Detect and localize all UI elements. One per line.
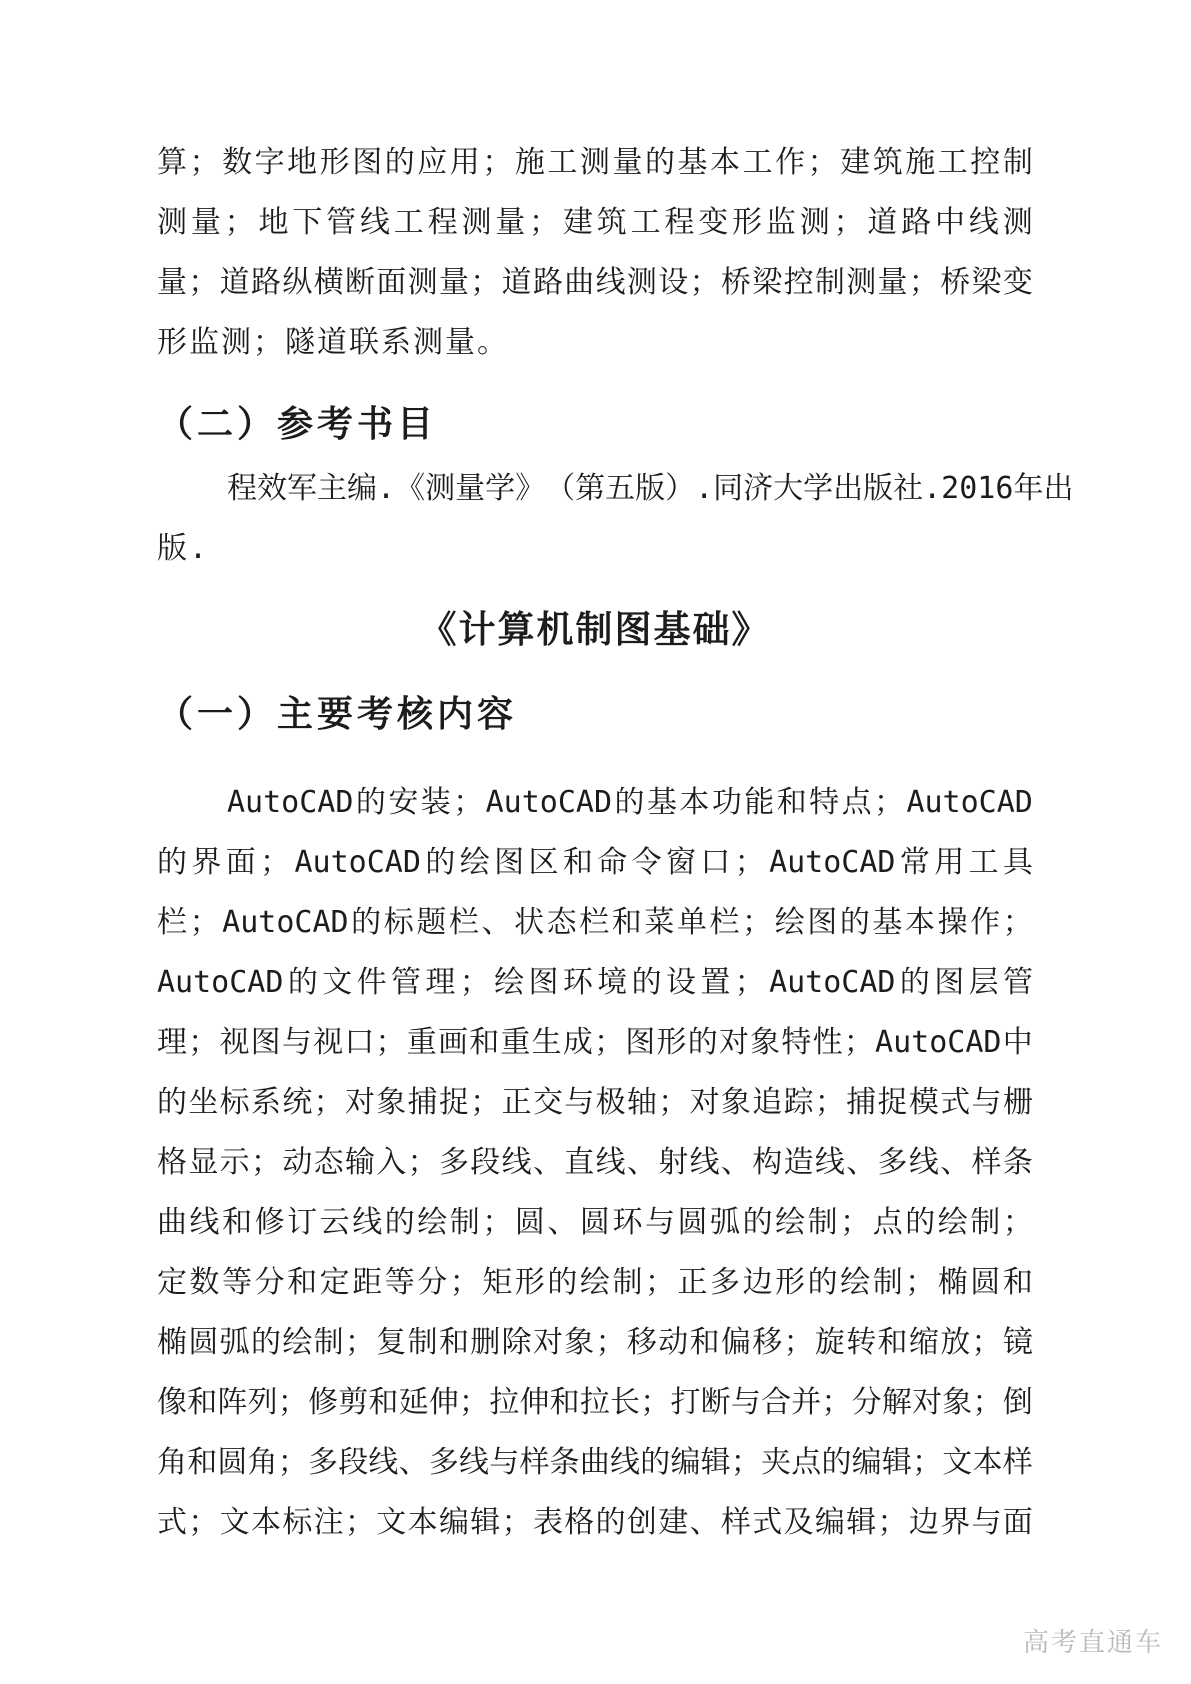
body-line: 像 和 阵 列 ； 修 剪 和 延 伸 ； 拉 伸 和 拉 长 ； 打 断 与 合 并 ； 分 解 对 象 ； 倒 — [157, 1385, 1033, 1420]
body-line: 的 界 面 ； AutoCAD 的 绘 图 区 和 命 令 窗 口 ； AutoCAD 常 用 工 具 — [157, 845, 1033, 880]
paragraph-autocad — [157, 773, 1033, 1553]
body-line: 算 ； 数 字 地 形 图 的 应 用 ； 施 工 测 量 的 基 本 工 作 ； 建 筑 施 工 控 制 — [157, 145, 1033, 180]
body-line: 角 和 圆 角 ； 多 段 线 、 多 线 与 样 条 曲 线 的 编 辑 ； 夹 点 的 编 辑 ； 文 本 样 — [157, 1445, 1033, 1480]
paragraph-surveying-tail — [157, 133, 1033, 373]
heading-reference-books: （二）参考书目 — [157, 404, 438, 445]
body-line: 形监测；隧道联系测量。 — [157, 325, 509, 360]
heading-main-content: （一）主要考核内容 — [157, 694, 518, 735]
body-line: 式 ； 文 本 标 注 ； 文 本 编 辑 ； 表 格 的 创 建 、 样 式 及 编 辑 ； 边 界 与 面 — [157, 1505, 1033, 1540]
body-line: 测 量 ； 地 下 管 线 工 程 测 量 ； 建 筑 工 程 变 形 监 测 ； 道 路 中 线 测 — [157, 205, 1033, 240]
watermark: 高考直通车 — [1022, 1628, 1163, 1658]
paragraph-reference — [157, 459, 1074, 579]
book-title-computer-drawing: 《计算机制图基础》 — [419, 608, 771, 651]
body-line: 程 效 军 主 编 . 《 测 量 学 》 （ 第 五 版 ） . 同 济 大 学 出 版 社 .2016 年 出 — [227, 471, 1074, 506]
body-line: 栏 ； AutoCAD 的 标 题 栏 、 状 态 栏 和 菜 单 栏 ； 绘 图 的 基 本 操 作 ； — [157, 905, 1033, 940]
body-line: 曲 线 和 修 订 云 线 的 绘 制 ； 圆 、 圆 环 与 圆 弧 的 绘 制 ； 点 的 绘 制 ； — [157, 1205, 1033, 1240]
body-line: AutoCAD 的 文 件 管 理 ； 绘 图 环 境 的 设 置 ； AutoCAD 的 图 层 管 — [157, 965, 1033, 1000]
body-line: 理 ； 视 图 与 视 口 ； 重 画 和 重 生 成 ； 图 形 的 对 象 特 性 ； AutoCAD 中 — [157, 1025, 1033, 1060]
body-line: 定 数 等 分 和 定 距 等 分 ； 矩 形 的 绘 制 ； 正 多 边 形 的 绘 制 ； 椭 圆 和 — [157, 1265, 1033, 1300]
body-line: 量 ； 道 路 纵 横 断 面 测 量 ； 道 路 曲 线 测 设 ； 桥 梁 控 制 测 量 ； 桥 梁 变 — [157, 265, 1033, 300]
body-line: 椭 圆 弧 的 绘 制 ； 复 制 和 删 除 对 象 ； 移 动 和 偏 移 ； 旋 转 和 缩 放 ； 镜 — [157, 1325, 1033, 1360]
body-line: AutoCAD 的 安 装 ； AutoCAD 的 基 本 功 能 和 特 点 ； AutoCAD — [227, 785, 1033, 820]
text-column — [157, 133, 1074, 1553]
body-line: 版. — [157, 531, 210, 566]
body-line: 格 显 示 ； 动 态 输 入 ； 多 段 线 、 直 线 、 射 线 、 构 造 线 、 多 线 、 样 条 — [157, 1145, 1033, 1180]
body-line: 的 坐 标 系 统 ； 对 象 捕 捉 ； 正 交 与 极 轴 ； 对 象 追 踪 ； 捕 捉 模 式 与 栅 — [157, 1085, 1033, 1120]
